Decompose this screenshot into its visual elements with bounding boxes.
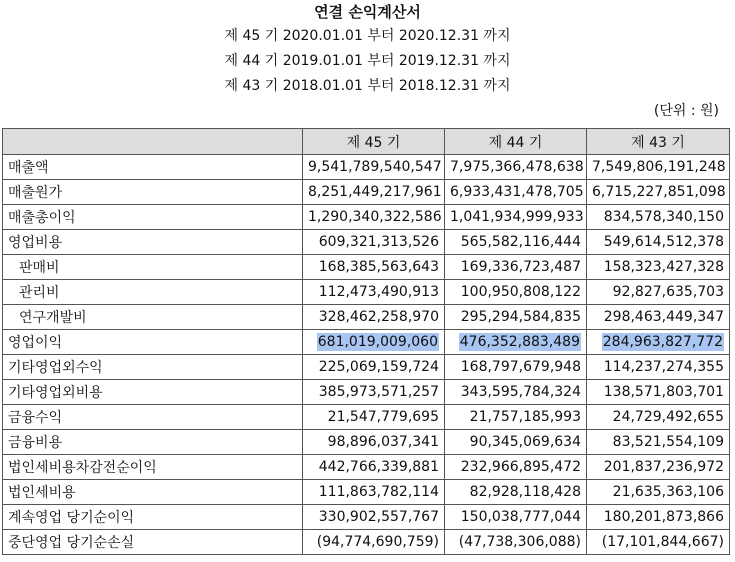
row-value-43: 298,463,449,347 bbox=[587, 305, 730, 330]
table-row bbox=[3, 305, 730, 330]
row-value-43: 549,614,512,378 bbox=[587, 230, 730, 255]
row-value-44: 6,933,431,478,705 bbox=[445, 180, 587, 205]
row-label: 매출총이익 bbox=[3, 205, 303, 230]
table-row bbox=[3, 455, 730, 480]
row-value-43: 180,201,873,866 bbox=[587, 505, 730, 530]
table-row bbox=[3, 230, 730, 255]
row-value-43: (17,101,844,667) bbox=[587, 530, 730, 555]
table-row bbox=[3, 280, 730, 305]
table-row bbox=[3, 330, 730, 355]
row-value-45: 112,473,490,913 bbox=[303, 280, 445, 305]
row-value-43: 158,323,427,328 bbox=[587, 255, 730, 280]
row-value-45: 442,766,339,881 bbox=[303, 455, 445, 480]
table-row bbox=[3, 180, 730, 205]
table-row bbox=[3, 405, 730, 430]
row-value-43: 6,715,227,851,098 bbox=[587, 180, 730, 205]
row-label: 매출원가 bbox=[3, 180, 303, 205]
row-label: 계속영업 당기순이익 bbox=[3, 505, 303, 530]
row-value-44: 90,345,069,634 bbox=[445, 430, 587, 455]
row-label: 매출액 bbox=[3, 155, 303, 180]
row-label: 관리비 bbox=[3, 280, 303, 305]
row-value-44: 565,582,116,444 bbox=[445, 230, 587, 255]
row-label: 기타영업외수익 bbox=[3, 355, 303, 380]
period-line-44: 제 44 기 2019.01.01 부터 2019.12.31 까지 bbox=[224, 53, 511, 69]
row-label: 연구개발비 bbox=[3, 305, 303, 330]
row-value-44: 169,336,723,487 bbox=[445, 255, 587, 280]
row-value-45: (94,774,690,759) bbox=[303, 530, 445, 555]
highlighted-value: 284,963,827,772 bbox=[602, 334, 723, 350]
row-value-45: 330,902,557,767 bbox=[303, 505, 445, 530]
row-value-44: 82,928,118,428 bbox=[445, 480, 587, 505]
table-row bbox=[3, 480, 730, 505]
statement-title: 연결 손익계산서 bbox=[314, 3, 421, 21]
table-row bbox=[3, 380, 730, 405]
row-value-44: (47,738,306,088) bbox=[445, 530, 587, 555]
row-label: 기타영업외비용 bbox=[3, 380, 303, 405]
row-value-45: 111,863,782,114 bbox=[303, 480, 445, 505]
row-value-45: 225,069,159,724 bbox=[303, 355, 445, 380]
row-value-44 bbox=[445, 330, 587, 355]
row-value-45: 9,541,789,540,547 bbox=[303, 155, 445, 180]
row-value-44: 100,950,808,122 bbox=[445, 280, 587, 305]
row-value-45: 98,896,037,341 bbox=[303, 430, 445, 455]
row-value-44: 168,797,679,948 bbox=[445, 355, 587, 380]
row-value-44: 150,038,777,044 bbox=[445, 505, 587, 530]
period-line-45: 제 45 기 2020.01.01 부터 2020.12.31 까지 bbox=[224, 28, 511, 44]
row-value-45: 21,547,779,695 bbox=[303, 405, 445, 430]
row-value-44: 232,966,895,472 bbox=[445, 455, 587, 480]
row-value-44: 1,041,934,999,933 bbox=[445, 205, 587, 230]
row-value-43: 834,578,340,150 bbox=[587, 205, 730, 230]
row-value-44: 7,975,366,478,638 bbox=[445, 155, 587, 180]
table-row bbox=[3, 155, 730, 180]
header-corner bbox=[3, 129, 303, 155]
row-label: 법인세비용차감전순이익 bbox=[3, 455, 303, 480]
row-value-45: 328,462,258,970 bbox=[303, 305, 445, 330]
row-label: 판매비 bbox=[3, 255, 303, 280]
table-row bbox=[3, 355, 730, 380]
table-row bbox=[3, 205, 730, 230]
table-row bbox=[3, 505, 730, 530]
row-value-43: 201,837,236,972 bbox=[587, 455, 730, 480]
highlighted-value: 681,019,009,060 bbox=[317, 334, 438, 350]
row-value-43: 114,237,274,355 bbox=[587, 355, 730, 380]
table-row bbox=[3, 430, 730, 455]
row-label: 영업이익 bbox=[3, 330, 303, 355]
row-value-43: 7,549,806,191,248 bbox=[587, 155, 730, 180]
row-value-45: 8,251,449,217,961 bbox=[303, 180, 445, 205]
row-label: 영업비용 bbox=[3, 230, 303, 255]
row-value-43: 92,827,635,703 bbox=[587, 280, 730, 305]
row-value-45: 168,385,563,643 bbox=[303, 255, 445, 280]
row-value-43 bbox=[587, 330, 730, 355]
row-value-44: 295,294,584,835 bbox=[445, 305, 587, 330]
row-value-45: 385,973,571,257 bbox=[303, 380, 445, 405]
header-period-44: 제 44 기 bbox=[445, 129, 587, 155]
row-value-45: 609,321,313,526 bbox=[303, 230, 445, 255]
table-row bbox=[3, 255, 730, 280]
row-value-43: 21,635,363,106 bbox=[587, 480, 730, 505]
row-value-45: 1,290,340,322,586 bbox=[303, 205, 445, 230]
row-label: 중단영업 당기순손실 bbox=[3, 530, 303, 555]
table-row bbox=[3, 530, 730, 555]
row-value-44: 343,595,784,324 bbox=[445, 380, 587, 405]
period-line-43: 제 43 기 2018.01.01 부터 2018.12.31 까지 bbox=[224, 78, 511, 94]
table-header-row bbox=[3, 129, 730, 155]
row-value-43: 138,571,803,701 bbox=[587, 380, 730, 405]
row-value-44: 21,757,185,993 bbox=[445, 405, 587, 430]
row-label: 금융비용 bbox=[3, 430, 303, 455]
row-label: 금융수익 bbox=[3, 405, 303, 430]
highlighted-value: 476,352,883,489 bbox=[459, 334, 580, 350]
row-value-45 bbox=[303, 330, 445, 355]
row-label: 법인세비용 bbox=[3, 480, 303, 505]
unit-label: (단위 : 원) bbox=[653, 103, 719, 119]
header-period-43: 제 43 기 bbox=[587, 129, 730, 155]
row-value-43: 83,521,554,109 bbox=[587, 430, 730, 455]
header-period-45: 제 45 기 bbox=[303, 129, 445, 155]
row-value-43: 24,729,492,655 bbox=[587, 405, 730, 430]
income-statement-table bbox=[2, 128, 730, 555]
